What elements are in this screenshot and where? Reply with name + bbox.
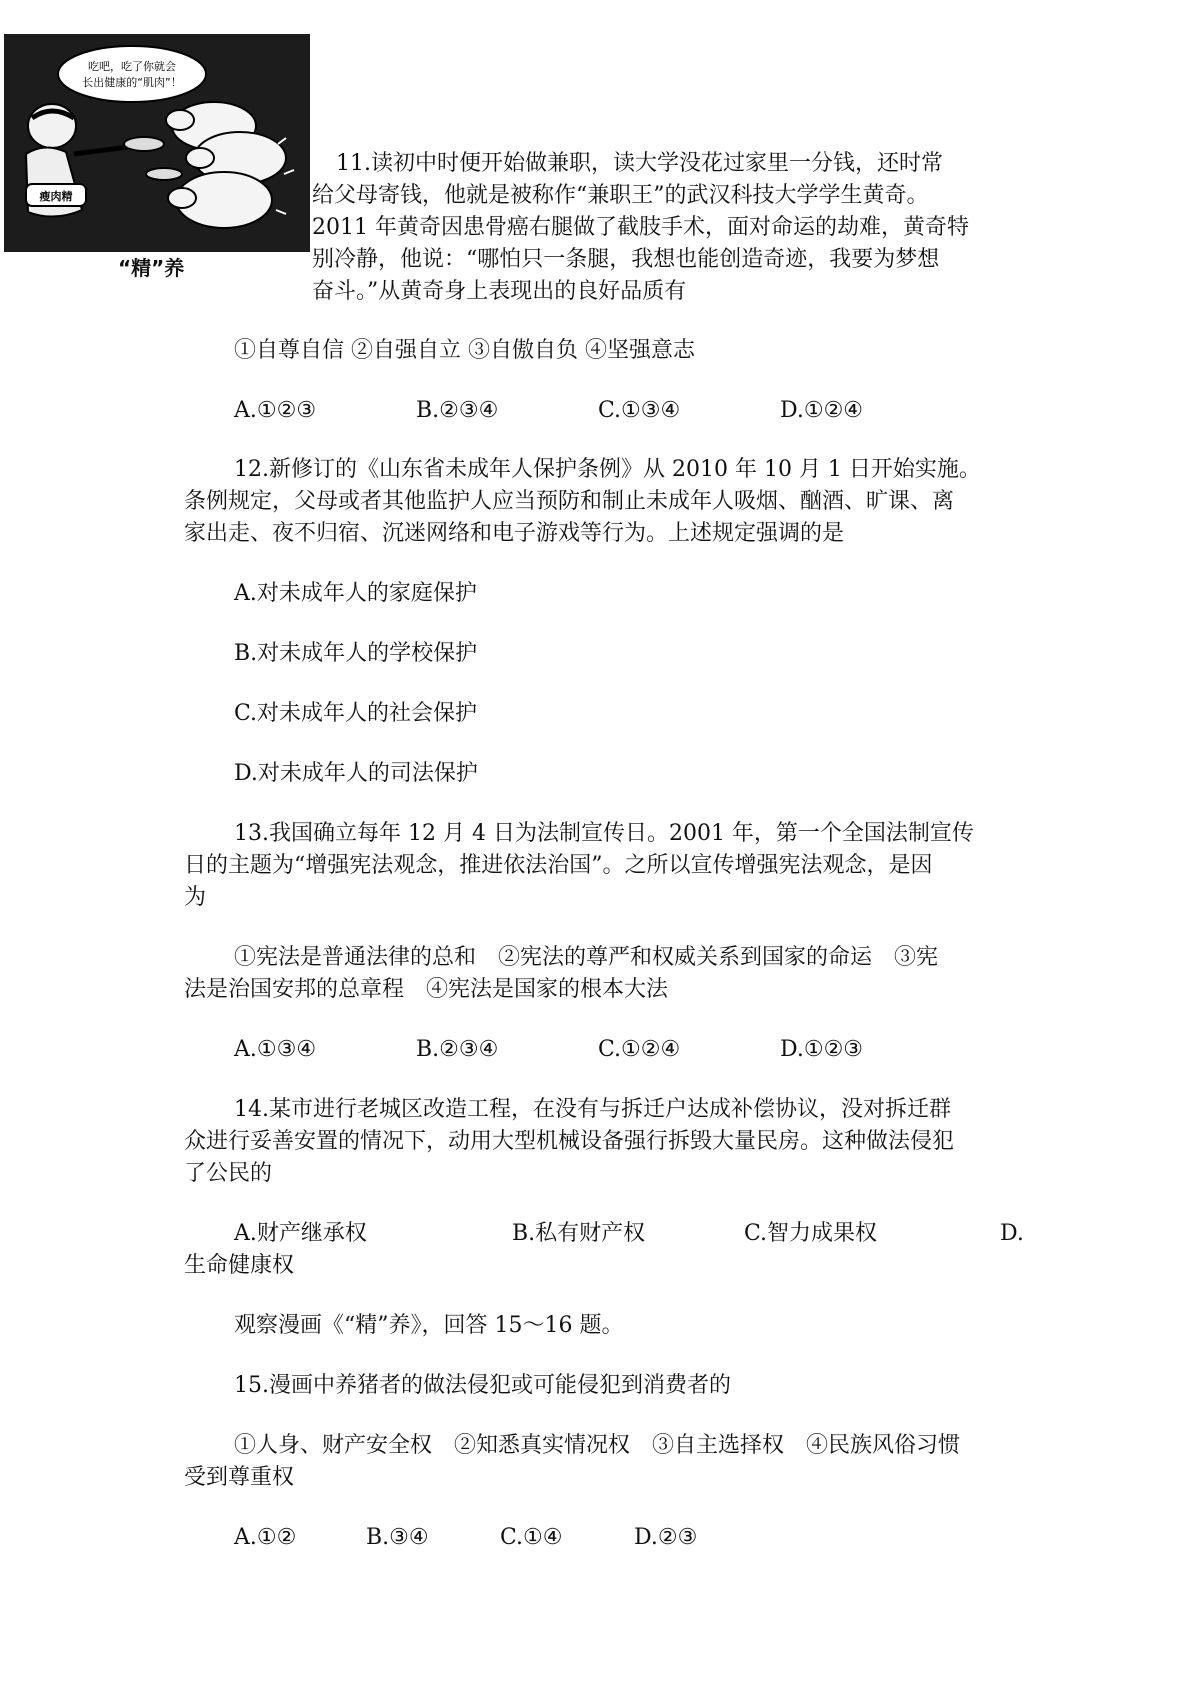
q15-option-c: C.①④ [500,1525,563,1550]
q12-option-b: B.对未成年人的学校保护 [234,641,478,666]
q13-option-c: C.①②④ [598,1037,681,1062]
q11-line-5: 奋斗。”从黄奇身上表现出的良好品质有 [312,279,687,304]
speech-line-1: 吃吧，吃了你就会 [88,60,176,73]
q15-statements-2: 受到尊重权 [184,1465,295,1490]
q11-option-d: D.①②④ [780,398,864,423]
q14-line-1: 14.某市进行老城区改造工程，在没有与拆迁户达成补偿协议，没对拆迁群 [234,1097,951,1122]
speech-line-2: 长出健康的“肌肉”！ [82,76,182,89]
q13-option-d: D.①②③ [780,1037,864,1062]
q11-option-c: C.①③④ [598,398,681,423]
q14-line-3: 了公民的 [184,1161,273,1186]
cartoon-illustration [4,34,310,252]
q15-statements-1: ①人身、财产安全权 ②知悉真实情况权 ③自主选择权 ④民族风俗习惯 [234,1433,961,1458]
q11-line-2: 给父母寄钱，他就是被称作“兼职王”的武汉科技大学学生黄奇。 [312,183,929,208]
q12-option-c: C.对未成年人的社会保护 [234,701,478,726]
q13-line-1: 13.我国确立每年 12 月 4 日为法制宣传日。2001 年，第一个全国法制宣传 [234,821,974,846]
q14-line-2: 众进行妥善安置的情况下，动用大型机械设备强行拆毁大量民房。这种做法侵犯 [184,1129,955,1154]
q12-option-d: D.对未成年人的司法保护 [234,761,478,786]
q12-line-2: 条例规定，父母或者其他监护人应当预防和制止未成年人吸烟、酗酒、旷课、离 [184,489,955,514]
cartoon-image [4,34,310,252]
q14-option-c: C.智力成果权 [744,1221,878,1246]
q12-option-a: A.对未成年人的家庭保护 [234,581,477,606]
q14-option-d: D. [1000,1221,1024,1246]
q12-line-3: 家出走、夜不归宿、沉迷网络和电子游戏等行为。上述规定强调的是 [184,521,845,546]
q12-line-1: 12.新修订的《山东省未成年人保护条例》从 2010 年 10 月 1 日开始实施。 [234,457,981,482]
q11-line-3: 2011 年黄奇因患骨癌右腿做了截肢手术，面对命运的劫难，黄奇特 [312,215,969,240]
q13-statements-2: 法是治国安邦的总章程 ④宪法是国家的根本大法 [184,977,669,1002]
q11-option-a: A.①②③ [234,398,317,423]
q14-option-a: A.财产继承权 [234,1221,367,1246]
cartoon-caption: “精”养 [118,256,185,280]
q13-option-a: A.①③④ [234,1037,317,1062]
q14-option-b: B.私有财产权 [512,1221,646,1246]
q15-option-a: A.①② [234,1525,297,1550]
q13-statements-1: ①宪法是普通法律的总和 ②宪法的尊严和权威关系到国家的命运 ③宪 [234,945,939,970]
q15-option-b: B.③④ [366,1525,429,1550]
q15-16-intro: 观察漫画《“精”养》，回答 15～16 题。 [234,1313,624,1338]
bag-label: 瘦肉精 [39,190,73,203]
q14-option-d-wrap: 生命健康权 [184,1253,295,1278]
q15-option-d: D.②③ [634,1525,698,1550]
q11-option-b: B.②③④ [416,398,499,423]
q11-statements: ①自尊自信 ②自强自立 ③自傲自负 ④坚强意志 [234,338,695,363]
q15-line-1: 15.漫画中养猪者的做法侵犯或可能侵犯到消费者的 [234,1373,731,1398]
q13-option-b: B.②③④ [416,1037,499,1062]
q11-line-1: 11.读初中时便开始做兼职，读大学没花过家里一分钱，还时常 [336,151,943,176]
q13-line-2: 日的主题为“增强宪法观念，推进依法治国”。之所以宣传增强宪法观念，是因 [184,853,933,878]
q11-line-4: 别冷静，他说：“哪怕只一条腿，我想也能创造奇迹，我要为梦想 [312,247,940,272]
q13-line-3: 为 [184,885,207,910]
